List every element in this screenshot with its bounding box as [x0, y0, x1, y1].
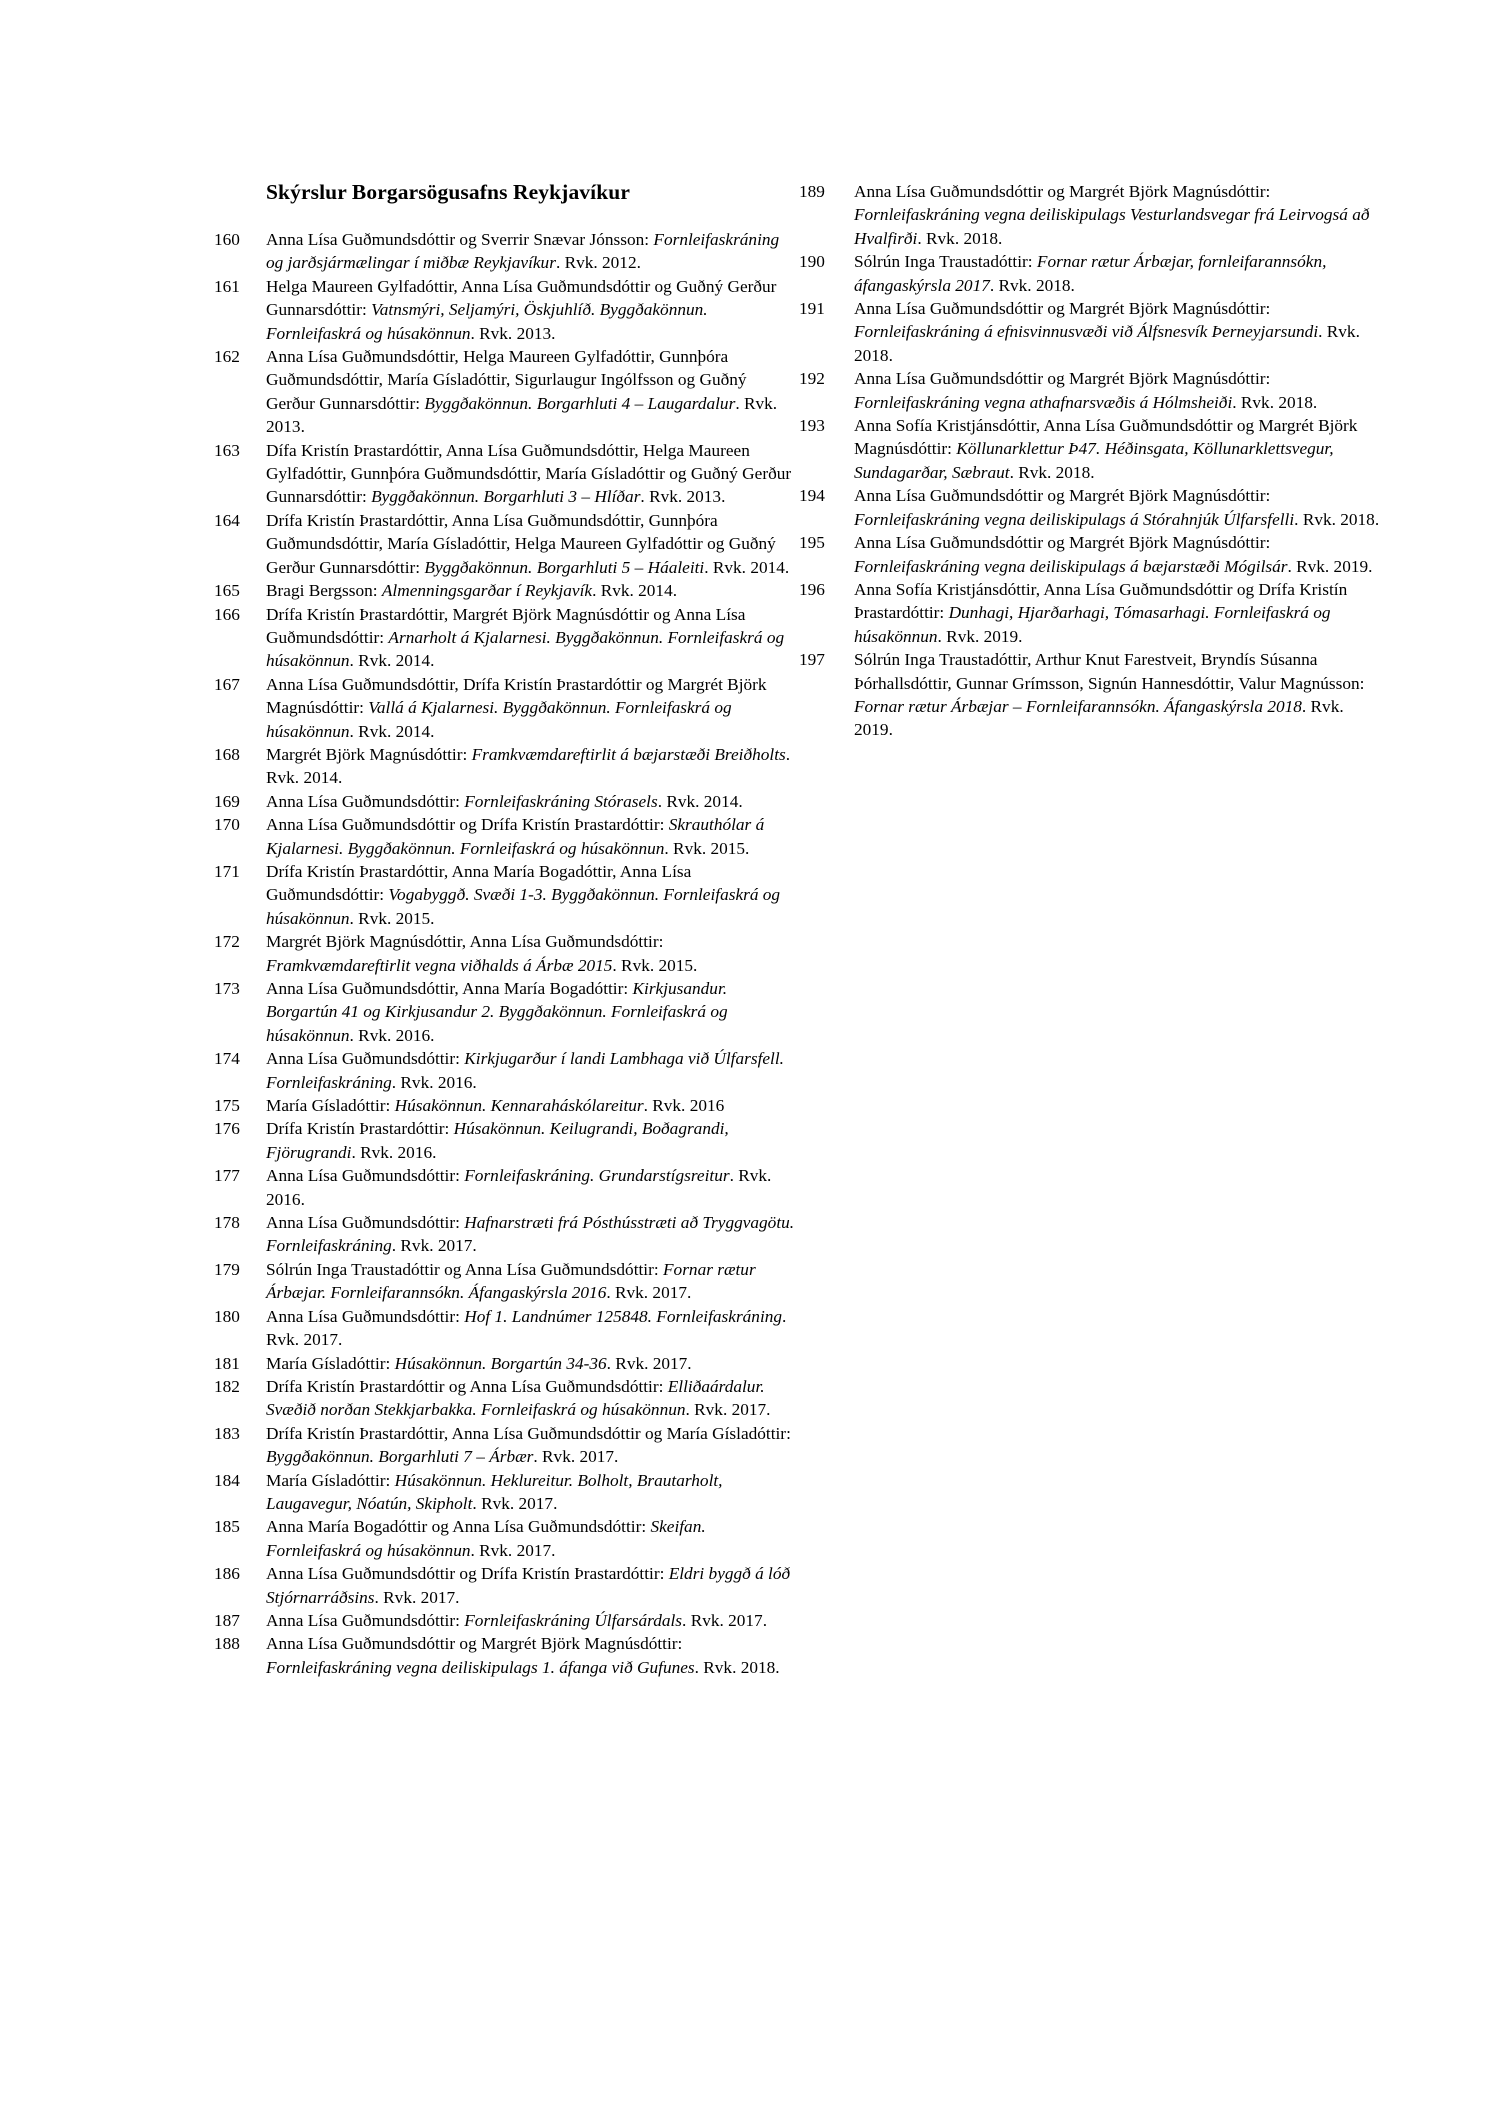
report-publication: . Rvk. 2018.	[854, 322, 1360, 365]
report-entry	[214, 1164, 802, 1211]
report-title: Fornleifaskráning vegna deiliskipulags Vesturlandsvegar frá Leirvogsá að Hvalfirði	[854, 205, 1370, 248]
report-publication: . Rvk. 2019.	[854, 696, 1344, 740]
report-citation	[266, 1609, 802, 1632]
report-publication: . Rvk. 2016.	[391, 1072, 477, 1092]
report-authors: Anna Lísa Guðmundsdóttir:	[266, 1166, 460, 1186]
report-citation	[266, 228, 802, 275]
report-publication: . Rvk. 2019.	[937, 626, 1023, 646]
report-authors: Anna Lísa Guðmundsdóttir og Margrét Björk Magnúsdóttir:	[854, 182, 1271, 201]
report-authors: Anna Lísa Guðmundsdóttir og Margrét Björk Magnúsdóttir:	[266, 1634, 683, 1654]
report-title: Hafnarstræti frá Pósthússtræti að Tryggvagötu. Fornleifaskráning	[266, 1213, 795, 1256]
report-authors: María Gísladóttir:	[266, 1096, 391, 1116]
report-authors: Drífa Kristín Þrastardóttir, Anna Lísa Guðmundsdóttir, Gunnþóra Guðmundsdóttir, María Gísladóttir, Helga Maureen Gylfadóttir og Guðný Gerður Gunnarsdóttir:	[266, 510, 776, 577]
report-entry	[799, 414, 1387, 484]
report-title: Vallá á Kjalarnesi. Byggðakönnun. Fornleifaskrá og húsakönnun	[266, 698, 732, 741]
report-authors: Anna Lísa Guðmundsdóttir, Helga Maureen Gylfadóttir, Gunnþóra Guðmundsdóttir, María Gísladóttir, Sigurlaugur Ingólfsson og Guðný Gerður Gunnarsdóttir:	[266, 347, 747, 413]
report-title: Fornleifaskráning vegna athafnarsvæðis á Hólmsheiði	[854, 392, 1233, 412]
report-title: Húsakönnun. Kennaraháskólareitur	[394, 1096, 644, 1116]
report-number: 194	[799, 486, 825, 506]
report-citation	[266, 1094, 802, 1117]
report-authors: Drífa Kristín Þrastardóttir, Anna María Bogadóttir, Anna Lísa Guðmundsdóttir:	[266, 861, 692, 905]
report-number: 196	[799, 579, 825, 599]
report-citation	[854, 414, 1387, 484]
report-entry	[214, 603, 802, 673]
report-title: Fornar rætur Árbæjar – Fornleifarannsókn. Áfangaskýrsla 2018	[854, 696, 1302, 716]
report-citation	[266, 673, 802, 743]
report-entry	[214, 673, 802, 743]
report-title: Fornleifaskráning vegna deiliskipulags á bæjarstæði Mógilsár	[854, 556, 1288, 576]
report-title: Byggðakönnun. Borgarhluti 4 – Laugardalur	[424, 393, 736, 413]
report-authors: Anna Lísa Guðmundsdóttir:	[266, 1049, 460, 1069]
report-authors: Drífa Kristín Þrastardóttir, Anna Lísa Guðmundsdóttir og María Gísladóttir:	[266, 1423, 791, 1443]
report-title: Byggðakönnun. Borgarhluti 3 – Hlíðar	[371, 487, 641, 507]
report-publication: . Rvk. 2016.	[351, 1142, 437, 1162]
report-number: 190	[799, 252, 825, 272]
report-number: 163	[214, 440, 240, 460]
report-citation	[854, 250, 1387, 297]
report-entry	[214, 930, 802, 977]
report-number: 191	[799, 299, 825, 319]
report-number: 197	[799, 650, 825, 670]
report-authors: María Gísladóttir:	[266, 1353, 391, 1373]
report-publication: . Rvk. 2018.	[917, 228, 1003, 248]
report-authors: Helga Maureen Gylfadóttir, Anna Lísa Guðmundsdóttir og Guðný Gerður Gunnarsdóttir:	[266, 276, 777, 320]
report-entry	[214, 228, 802, 275]
report-citation	[854, 648, 1387, 742]
report-number: 181	[214, 1353, 240, 1373]
report-number: 195	[799, 533, 825, 553]
report-number: 176	[214, 1119, 240, 1139]
report-number: 166	[214, 604, 240, 624]
report-entry	[214, 1352, 802, 1375]
report-title: Fornleifaskráning Úlfarsárdals	[464, 1610, 683, 1630]
report-authors: Anna Lísa Guðmundsdóttir og Margrét Björk Magnúsdóttir:	[854, 299, 1271, 319]
report-publication: . Rvk. 2019.	[1287, 556, 1373, 576]
report-entry	[214, 1117, 802, 1164]
report-citation	[266, 743, 802, 790]
report-number: 188	[214, 1634, 240, 1654]
report-title: Dunhagi, Hjarðarhagi, Tómasarhagi. Fornleifaskrá og húsakönnun	[854, 603, 1331, 646]
report-publication: . Rvk. 2018.	[989, 275, 1075, 295]
report-number: 175	[214, 1096, 240, 1116]
report-publication: . Rvk. 2015.	[664, 838, 750, 858]
report-number: 161	[214, 276, 240, 296]
report-title: Hof 1. Landnúmer 125848. Fornleifaskráning	[464, 1306, 783, 1326]
report-title: Byggðakönnun. Borgarhluti 7 – Árbær	[266, 1447, 534, 1467]
report-title: Húsakönnun. Borgartún 34-36	[394, 1353, 607, 1373]
report-authors: Anna María Bogadóttir og Anna Lísa Guðmundsdóttir:	[266, 1517, 647, 1537]
report-number: 179	[214, 1259, 240, 1279]
report-number: 177	[214, 1166, 240, 1186]
report-publication: . Rvk. 2014.	[657, 791, 743, 811]
report-entry	[799, 297, 1387, 367]
report-entry	[214, 813, 802, 860]
report-title: Skrauthólar á Kjalarnesi. Byggðakönnun. Fornleifaskrá og húsakönnun	[266, 815, 765, 858]
right-column	[799, 180, 1387, 742]
report-authors: Sólrún Inga Traustadóttir:	[854, 252, 1033, 272]
report-number: 182	[214, 1376, 240, 1396]
report-publication: . Rvk. 2017.	[470, 1540, 556, 1560]
report-entry	[214, 439, 802, 509]
report-citation	[266, 813, 802, 860]
report-number: 185	[214, 1517, 240, 1537]
report-authors: Anna Lísa Guðmundsdóttir og Margrét Björk Magnúsdóttir:	[854, 369, 1271, 389]
report-number: 172	[214, 932, 240, 952]
report-publication: . Rvk. 2017.	[606, 1283, 692, 1303]
report-entry	[799, 531, 1387, 578]
report-number: 165	[214, 581, 240, 601]
report-citation	[266, 439, 802, 509]
report-citation	[854, 180, 1387, 250]
report-number: 186	[214, 1564, 240, 1584]
report-number: 167	[214, 674, 240, 694]
report-publication: . Rvk. 2017.	[685, 1400, 771, 1420]
report-citation	[266, 1469, 802, 1516]
report-authors: Anna Lísa Guðmundsdóttir og Drífa Kristín Þrastardóttir:	[266, 1564, 665, 1584]
report-authors: Anna Lísa Guðmundsdóttir og Margrét Björk Magnúsdóttir:	[854, 533, 1271, 553]
report-citation	[266, 977, 802, 1047]
report-number: 169	[214, 791, 240, 811]
report-entry	[214, 743, 802, 790]
report-authors: Drífa Kristín Þrastardóttir:	[266, 1119, 450, 1139]
report-authors: Sólrún Inga Traustadóttir, Arthur Knut Farestveit, Bryndís Súsanna Þórhallsdóttir, Gunnar Grímsson, Signún Hannesdóttir, Valur Magnússon:	[854, 650, 1365, 693]
report-number: 187	[214, 1610, 240, 1630]
report-title: Köllunarklettur Þ47. Héðinsgata, Köllunarklettsvegur, Sundagarðar, Sæbraut	[854, 439, 1334, 482]
report-authors: Sólrún Inga Traustadóttir og Anna Lísa Guðmundsdóttir:	[266, 1259, 659, 1279]
report-publication: . Rvk. 2012.	[555, 253, 641, 273]
report-publication: . Rvk. 2013.	[470, 323, 556, 343]
report-publication: . Rvk. 2014.	[349, 721, 435, 741]
report-citation	[266, 1164, 802, 1211]
report-publication: . Rvk. 2014.	[704, 557, 790, 577]
report-title: Arnarholt á Kjalarnesi. Byggðakönnun. Fornleifaskrá og húsakönnun	[266, 627, 785, 671]
report-number: 178	[214, 1213, 240, 1233]
report-entry	[799, 367, 1387, 414]
report-authors: Anna Lísa Guðmundsdóttir og Sverrir Snævar Jónsson:	[266, 230, 650, 249]
page-title: Skýrslur Borgarsögusafns Reykjavíkur	[266, 180, 630, 204]
report-title: Fornar rætur Árbæjar. Fornleifarannsókn. Áfangaskýrsla 2016	[266, 1259, 756, 1303]
report-entry	[214, 1562, 802, 1609]
report-citation	[266, 1305, 802, 1352]
report-publication: . Rvk. 2017.	[606, 1353, 692, 1373]
report-authors: Anna Lísa Guðmundsdóttir:	[266, 1213, 460, 1233]
left-column	[214, 180, 802, 1679]
report-publication: . Rvk. 2017.	[374, 1587, 460, 1607]
report-citation	[266, 579, 802, 602]
report-citation	[266, 860, 802, 930]
report-publication: . Rvk. 2017.	[533, 1447, 619, 1467]
report-publication: . Rvk. 2013.	[266, 393, 778, 437]
report-publication: . Rvk. 2016.	[349, 1025, 435, 1045]
report-entry	[214, 579, 802, 602]
report-entry	[799, 484, 1387, 531]
report-title: Eldri byggð á lóð Stjórnarráðsins	[266, 1564, 791, 1607]
report-authors: Drífa Kristín Þrastardóttir og Anna Lísa Guðmundsdóttir:	[266, 1376, 664, 1396]
report-publication: . Rvk. 2014.	[349, 651, 435, 671]
report-title: Kirkjusandur. Borgartún 41 og Kirkjusandur 2. Byggðakönnun. Fornleifaskrá og húsakönnun	[266, 979, 728, 1045]
report-number: 173	[214, 979, 240, 998]
report-publication: . Rvk. 2017.	[472, 1493, 558, 1513]
report-citation	[266, 509, 802, 579]
report-publication: . Rvk. 2018.	[1232, 392, 1318, 412]
report-entry	[214, 1047, 802, 1094]
report-title: Vatnsmýri, Seljamýri, Öskjuhlíð. Byggðakönnun. Fornleifaskrá og húsakönnun	[266, 300, 708, 343]
report-title: Byggðakönnun. Borgarhluti 5 – Háaleiti	[424, 557, 705, 577]
report-publication: . Rvk. 2018.	[1009, 462, 1095, 482]
report-entry	[799, 648, 1387, 742]
report-authors: Anna Lísa Guðmundsdóttir:	[266, 791, 460, 811]
report-citation	[266, 1632, 802, 1679]
report-publication: . Rvk. 2018.	[1294, 509, 1380, 529]
report-title: Fornleifaskráning á efnisvinnusvæði við Álfsnesvík Þerneyjarsundi	[854, 322, 1319, 342]
report-citation	[266, 1515, 802, 1562]
report-title: Framkvæmdareftirlit vegna viðhalds á Árbæ 2015	[266, 955, 613, 975]
report-citation	[266, 1211, 802, 1258]
report-entry	[214, 275, 802, 345]
report-authors: Anna Lísa Guðmundsdóttir:	[266, 1610, 460, 1630]
report-citation	[266, 1352, 802, 1375]
report-number: 168	[214, 744, 240, 764]
report-number: 170	[214, 815, 240, 835]
report-publication: . Rvk. 2018.	[694, 1657, 780, 1677]
report-entry	[799, 180, 1387, 250]
report-citation	[266, 345, 802, 439]
report-entry	[214, 1515, 802, 1562]
report-entry	[214, 1375, 802, 1422]
report-publication: . Rvk. 2014.	[592, 581, 678, 601]
report-authors: Anna Lísa Guðmundsdóttir, Drífa Kristín Þrastardóttir og Margrét Björk Magnúsdóttir:	[266, 674, 767, 718]
report-authors: María Gísladóttir:	[266, 1470, 391, 1490]
report-authors: Anna Lísa Guðmundsdóttir og Margrét Björk Magnúsdóttir:	[854, 486, 1271, 506]
report-entry	[214, 1211, 802, 1258]
report-number: 193	[799, 416, 825, 436]
report-title: Fornleifaskráning. Grundarstígsreitur	[464, 1166, 730, 1186]
report-citation	[854, 367, 1387, 414]
report-title: Húsakönnun. Heklureitur. Bolholt, Brautarholt, Laugavegur, Nóatún, Skipholt	[266, 1470, 723, 1513]
report-number: 162	[214, 347, 240, 367]
report-title: Elliðaárdalur. Svæðið norðan Stekkjarbakka. Fornleifaskrá og húsakönnun	[266, 1376, 765, 1420]
report-entry	[214, 860, 802, 930]
report-title: Fornar rætur Árbæjar, fornleifarannsókn, áfangaskýrsla 2017	[854, 252, 1327, 295]
report-citation	[266, 1258, 802, 1305]
report-entry	[214, 1609, 802, 1632]
report-entry	[214, 1258, 802, 1305]
report-entry	[214, 1469, 802, 1516]
report-authors: Anna Lísa Guðmundsdóttir og Drífa Kristín Þrastardóttir:	[266, 815, 665, 835]
report-citation	[266, 1117, 802, 1164]
report-publication: . Rvk. 2016.	[266, 1166, 772, 1209]
report-entry	[799, 578, 1387, 648]
report-entry	[799, 250, 1387, 297]
report-citation	[266, 275, 802, 345]
report-publication: . Rvk. 2013.	[640, 487, 726, 507]
report-number: 174	[214, 1049, 240, 1069]
report-authors: Dífa Kristín Þrastardóttir, Anna Lísa Guðmundsdóttir, Helga Maureen Gylfadóttir, Gunnþóra Guðmundsdóttir, María Gísladóttir og Guðný Gerður Gunnarsdóttir:	[266, 440, 792, 507]
report-authors: Margrét Björk Magnúsdóttir:	[266, 744, 468, 764]
report-authors: Bragi Bergsson:	[266, 581, 378, 601]
report-citation	[266, 603, 802, 673]
report-entry	[214, 790, 802, 813]
report-number: 160	[214, 230, 240, 249]
report-entry	[214, 1422, 802, 1469]
report-number: 164	[214, 510, 240, 530]
report-title: Fornleifaskráning og jarðsjármælingar í miðbæ Reykjavíkur	[266, 230, 780, 273]
report-number: 189	[799, 182, 825, 201]
report-title: Fornleifaskráning Stórasels	[464, 791, 658, 811]
report-title: Skeifan. Fornleifaskrá og húsakönnun	[266, 1517, 706, 1560]
report-citation	[266, 790, 802, 813]
report-title: Almenningsgarðar í Reykjavík	[381, 581, 593, 601]
report-title: Fornleifaskráning vegna deiliskipulags á Stórahnjúk Úlfarsfelli	[854, 509, 1295, 529]
report-entry	[214, 1305, 802, 1352]
report-publication: . Rvk. 2017.	[391, 1236, 477, 1256]
report-entry	[214, 1632, 802, 1679]
report-number: 171	[214, 861, 240, 881]
report-citation	[854, 531, 1387, 578]
report-authors: Anna Sofía Kristjánsdóttir, Anna Lísa Guðmundsdóttir og Margrét Björk Magnúsdóttir:	[854, 416, 1358, 459]
report-authors: Anna Sofía Kristjánsdóttir, Anna Lísa Guðmundsdóttir og Drífa Kristín Þrastardóttir:	[854, 579, 1348, 623]
report-authors: Drífa Kristín Þrastardóttir, Margrét Björk Magnúsdóttir og Anna Lísa Guðmundsdóttir:	[266, 604, 746, 647]
report-citation	[854, 578, 1387, 648]
report-list-right	[799, 180, 1387, 742]
report-title: Kirkjugarður í landi Lambhaga við Úlfarsfell. Fornleifaskráning	[266, 1049, 784, 1092]
report-entry	[214, 1094, 802, 1117]
report-entry	[214, 977, 802, 1047]
report-number: 180	[214, 1306, 240, 1326]
report-number: 184	[214, 1470, 240, 1490]
report-list-left	[214, 228, 802, 1679]
report-title: Fornleifaskráning vegna deiliskipulags 1. áfanga við Gufunes	[266, 1657, 695, 1677]
report-authors: Anna Lísa Guðmundsdóttir, Anna María Bogadóttir:	[266, 979, 629, 998]
report-publication: . Rvk. 2014.	[266, 744, 791, 788]
report-publication: . Rvk. 2017.	[682, 1610, 768, 1630]
report-citation	[266, 1047, 802, 1094]
report-title: Húsakönnun. Keilugrandi, Boðagrandi, Fjörugrandi	[266, 1119, 729, 1162]
report-authors: Margrét Björk Magnúsdóttir, Anna Lísa Guðmundsdóttir:	[266, 932, 664, 952]
report-publication: . Rvk. 2015.	[612, 955, 698, 975]
report-entry	[214, 509, 802, 579]
report-citation	[854, 484, 1387, 531]
report-citation	[854, 297, 1387, 367]
report-citation	[266, 1422, 802, 1469]
report-number: 192	[799, 369, 825, 389]
report-entry	[214, 345, 802, 439]
report-publication: . Rvk. 2015.	[349, 908, 435, 928]
report-authors: Anna Lísa Guðmundsdóttir:	[266, 1306, 460, 1326]
report-citation	[266, 1375, 802, 1422]
report-publication: . Rvk. 2016	[643, 1096, 725, 1116]
report-title: Vogabyggð. Svæði 1-3. Byggðakönnun. Fornleifaskrá og húsakönnun	[266, 885, 781, 928]
report-number: 183	[214, 1423, 240, 1443]
report-publication: . Rvk. 2017.	[266, 1306, 787, 1350]
report-title: Framkvæmdareftirlit á bæjarstæði Breiðholts	[471, 744, 786, 764]
report-citation	[266, 930, 802, 977]
report-citation	[266, 1562, 802, 1609]
